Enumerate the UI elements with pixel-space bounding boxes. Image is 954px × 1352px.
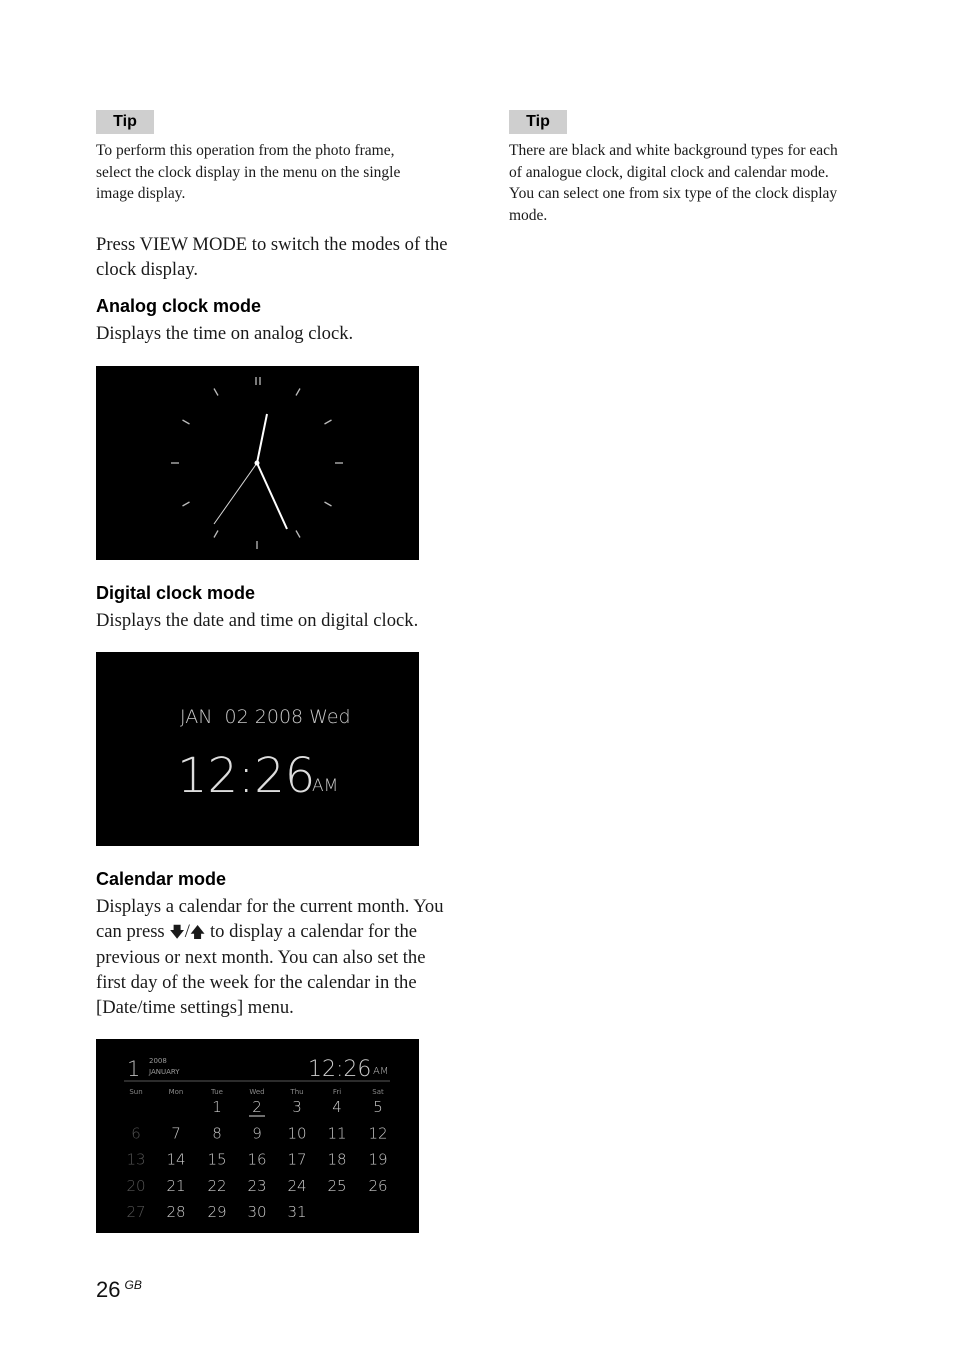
calendar-day: 12 [368, 1124, 388, 1143]
tip-line: There are black and white background types for each [509, 142, 838, 159]
calendar-line: previous or next month. You can also set the [96, 947, 426, 968]
calendar-day: 22 [207, 1176, 227, 1195]
clock-tick [296, 389, 300, 396]
calendar-day: 24 [287, 1176, 307, 1195]
calendar-day: 21 [166, 1176, 186, 1195]
calendar-weekday-label: Thu [290, 1088, 304, 1096]
slash-text: / [184, 921, 190, 942]
calendar-day: 23 [247, 1176, 267, 1195]
page-number-value: 26 [96, 1277, 121, 1302]
calendar-day: 29 [207, 1203, 227, 1222]
calendar-grid [126, 1088, 387, 1221]
calendar-weekday-label: Sun [129, 1088, 143, 1096]
hour-hand [257, 414, 267, 463]
calendar-day: 1 [212, 1098, 222, 1116]
analog-clock-screen [96, 366, 419, 560]
intro-paragraph [96, 232, 448, 282]
analog-clock-face [96, 366, 419, 560]
calendar-day: 27 [126, 1203, 146, 1222]
digital-time: 12:26 [177, 748, 316, 804]
second-hand [214, 463, 257, 524]
calendar-line [96, 919, 444, 945]
up-arrow-icon: 🡅 [189, 923, 206, 941]
calendar-month: JANUARY [149, 1068, 180, 1076]
calendar-day: 19 [368, 1150, 388, 1169]
calendar-screen [96, 1039, 419, 1233]
section-description-digital: Displays the date and time on digital clock. [96, 610, 419, 631]
page-region: GB [124, 1277, 142, 1292]
calendar-day: 17 [287, 1150, 307, 1169]
calendar-time: 12:26 [308, 1057, 372, 1082]
digital-ampm: AM [312, 776, 339, 796]
calendar-weekday-label: Mon [168, 1088, 184, 1096]
calendar-weekday-label: Sat [372, 1088, 384, 1096]
tip-line: select the clock display in the menu on the single [96, 163, 401, 181]
calendar-line-part: can press [96, 921, 170, 942]
clock-tick [183, 420, 190, 424]
tip-line: To perform this operation from the photo frame, [96, 142, 395, 159]
clock-tick [325, 420, 332, 424]
down-arrow-icon: 🡇 [169, 923, 185, 941]
calendar-day: 28 [166, 1203, 186, 1222]
minute-hand [257, 463, 287, 529]
calendar-line: Displays a calendar for the current month. You [96, 896, 444, 917]
tip-line: mode. [509, 207, 548, 225]
page-number [96, 1277, 142, 1303]
calendar-day: 13 [126, 1150, 146, 1169]
clock-tick [214, 389, 218, 396]
calendar-line: [Date/time settings] menu. [96, 997, 294, 1018]
clock-tick [214, 531, 218, 538]
intro-line: clock display. [96, 259, 199, 280]
calendar-day: 25 [327, 1176, 347, 1195]
calendar-ampm: AM [373, 1066, 389, 1077]
calendar-weekday-label: Fri [332, 1088, 342, 1096]
tip-text [509, 140, 838, 227]
calendar-line: first day of the week for the calendar in the [96, 972, 417, 993]
calendar-day: 30 [247, 1203, 267, 1222]
calendar-day: 4 [332, 1098, 342, 1116]
tip-badge: Tip [509, 110, 567, 134]
intro-line: Press VIEW MODE to switch the modes of the [96, 234, 448, 255]
calendar-line-part: to display a calendar for the [205, 921, 418, 942]
calendar-day: 15 [207, 1150, 227, 1169]
tip-text [96, 140, 400, 205]
calendar-day: 8 [212, 1124, 222, 1143]
clock-tick [296, 531, 300, 538]
calendar-day: 2 [252, 1098, 262, 1116]
calendar-day: 7 [171, 1124, 181, 1143]
calendar-day: 18 [327, 1150, 347, 1169]
calendar-day: 14 [166, 1150, 186, 1169]
clock-center [255, 461, 260, 466]
calendar-day: 9 [252, 1124, 262, 1143]
section-description-analog: Displays the time on analog clock. [96, 323, 354, 344]
calendar-day: 20 [126, 1176, 146, 1195]
calendar-day: 26 [368, 1176, 388, 1195]
calendar-day: 10 [287, 1124, 307, 1143]
digital-date: JAN 02 2008 Wed [180, 706, 351, 728]
calendar-day: 6 [131, 1124, 141, 1143]
calendar-day: 11 [327, 1124, 347, 1143]
calendar-day: 5 [373, 1098, 383, 1116]
digital-clock-screen [96, 652, 419, 846]
clock-tick [183, 502, 190, 506]
tip-line: of analogue clock, digital clock and calendar mode. [509, 163, 829, 181]
section-heading-analog: Analog clock mode [96, 296, 262, 316]
calendar-day-big: 1 [127, 1057, 141, 1081]
tip-line: You can select one from six type of the clock display [509, 185, 838, 203]
calendar-year: 2008 [149, 1057, 167, 1065]
calendar-weekday-label: Tue [211, 1088, 223, 1096]
calendar-weekday-label: Wed [249, 1088, 265, 1096]
section-description-calendar [96, 894, 444, 1020]
section-heading-calendar: Calendar mode [96, 869, 227, 889]
calendar-day: 3 [292, 1098, 302, 1116]
calendar-day: 16 [247, 1150, 267, 1169]
calendar-day: 31 [287, 1203, 307, 1222]
tip-badge: Tip [96, 110, 154, 134]
tip-line: image display. [96, 185, 186, 203]
section-heading-digital: Digital clock mode [96, 583, 256, 603]
clock-tick [325, 502, 332, 506]
